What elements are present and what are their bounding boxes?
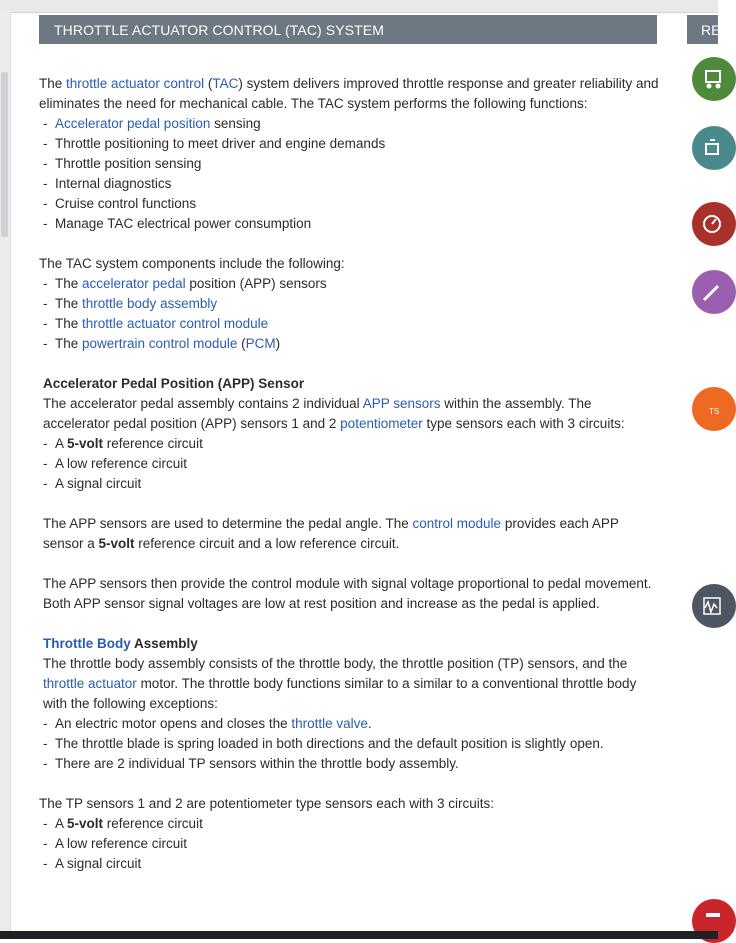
link-accelerator-pedal[interactable]: accelerator pedal: [82, 276, 186, 291]
left-scroll-thumb[interactable]: [1, 72, 8, 237]
wrench-icon[interactable]: [692, 270, 736, 314]
app-paragraph-2: The APP sensors are used to determine the pedal angle. The control module provides each APP sensor a 5-volt reference circuit and a low reference circuit.: [43, 516, 619, 551]
link-powertrain-control-module[interactable]: powertrain control module: [82, 336, 238, 351]
list-item: - A signal circuit: [39, 854, 659, 874]
app-paragraph-3: The APP sensors then provide the control module with signal voltage proportional to pedal movement. Both APP sensor signal voltages are low at rest position and increase as the pedal is applied.: [43, 576, 652, 611]
app-paragraph-1: The accelerator pedal assembly contains 2 individual APP sensors within the assembly. The accelerator pedal position (APP) sensors 1 and 2 potentiometer type sensors each with 3 circuits:: [43, 396, 625, 431]
link-throttle-actuator-control[interactable]: throttle actuator control: [66, 76, 205, 91]
throttle-body-paragraph: The throttle body assembly consists of the throttle body, the throttle position (TP) sensors, and the throttle actuator motor. The throttle body functions similar to a similar to a conventional throttle body with the following exceptions:: [43, 656, 637, 711]
tp-intro: The TP sensors 1 and 2 are potentiometer type sensors each with 3 circuits:: [39, 796, 494, 811]
list-item: - An electric motor opens and closes the throttle valve.: [39, 714, 659, 734]
list-item: - A low reference circuit: [39, 454, 659, 474]
link-tac[interactable]: TAC: [212, 76, 239, 91]
intro-paragraph: The throttle actuator control (TAC) system delivers improved throttle response and greater reliability and eliminates the need for mechanical cable. The TAC system performs the following functions:: [39, 76, 659, 111]
list-item: - The throttle actuator control module: [39, 314, 659, 334]
list-item: - Throttle positioning to meet driver and engine demands: [39, 134, 659, 154]
link-pcm[interactable]: PCM: [245, 336, 276, 351]
list-item: - Cruise control functions: [39, 194, 659, 214]
link-app-sensors[interactable]: APP sensors: [362, 396, 441, 411]
link-throttle-body[interactable]: Throttle Body: [43, 636, 131, 651]
link-throttle-body-assembly[interactable]: throttle body assembly: [82, 296, 218, 311]
link-throttle-actuator[interactable]: throttle actuator: [43, 676, 137, 691]
components-intro: The TAC system components include the following:: [39, 256, 345, 271]
list-item: - A 5-volt reference circuit: [39, 814, 659, 834]
bottom-taskbar-edge: [0, 931, 718, 939]
list-item: - The accelerator pedal position (APP) sensors: [39, 274, 659, 294]
waveform-icon[interactable]: [692, 584, 736, 628]
link-accelerator-pedal-position[interactable]: Accelerator pedal position: [55, 116, 211, 131]
article-content: [39, 74, 659, 874]
link-potentiometer[interactable]: potentiometer: [340, 416, 423, 431]
list-item: - Manage TAC electrical power consumption: [39, 214, 659, 234]
engine-icon[interactable]: [692, 126, 736, 170]
left-scroll-rail[interactable]: [0, 12, 11, 931]
link-throttle-valve[interactable]: throttle valve: [291, 716, 368, 731]
list-item: - A 5-volt reference circuit: [39, 434, 659, 454]
app-heading: Accelerator Pedal Position (APP) Sensor: [43, 376, 305, 391]
svg-text:TS: TS: [709, 407, 720, 416]
list-item: - A signal circuit: [39, 474, 659, 494]
list-item: - The throttle blade is spring loaded in both directions and the default position is slightly open.: [39, 734, 659, 754]
list-item: - Internal diagnostics: [39, 174, 659, 194]
section-title: THROTTLE ACTUATOR CONTROL (TAC) SYSTEM: [54, 22, 384, 38]
truck-icon[interactable]: [692, 57, 736, 101]
link-throttle-actuator-control-module[interactable]: throttle actuator control module: [82, 316, 269, 331]
related-title: RE: [701, 22, 721, 38]
tsb-icon[interactable]: [692, 387, 736, 431]
browser-top-strip: [0, 0, 718, 13]
list-item: - Throttle position sensing: [39, 154, 659, 174]
related-header: [687, 15, 721, 44]
list-item: - A low reference circuit: [39, 834, 659, 854]
section-header: [39, 15, 657, 44]
list-item: - There are 2 individual TP sensors within the throttle body assembly.: [39, 754, 659, 774]
list-item: - The throttle body assembly: [39, 294, 659, 314]
list-item: - The powertrain control module (PCM): [39, 334, 659, 354]
throttle-body-heading: Throttle Body Assembly: [43, 636, 198, 651]
link-control-module[interactable]: control module: [412, 516, 502, 531]
list-item: - Accelerator pedal position sensing: [39, 114, 659, 134]
gauge-icon[interactable]: [692, 202, 736, 246]
